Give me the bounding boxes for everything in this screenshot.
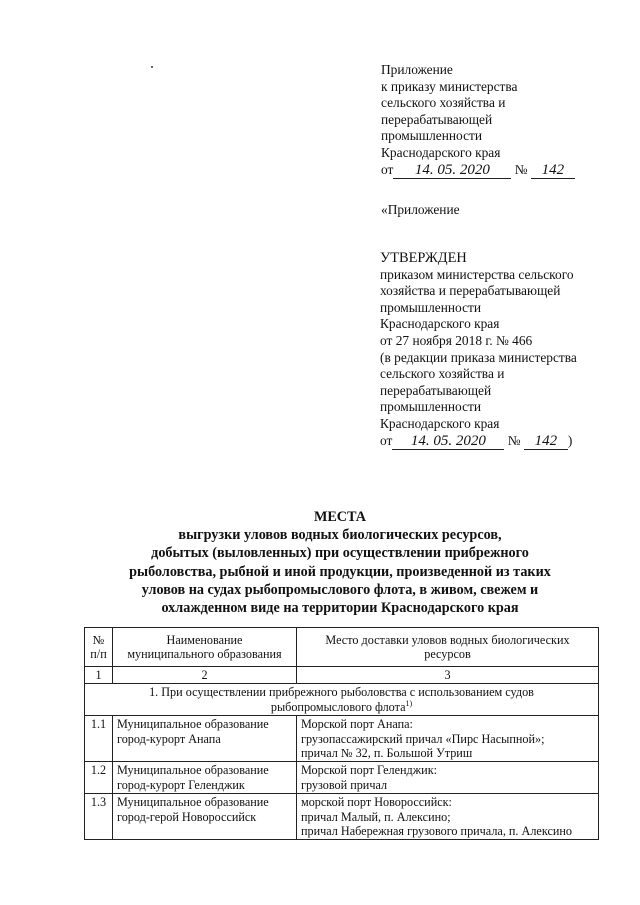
row-place <box>297 716 599 762</box>
row-place-line: причал Малый, п. Алексино; <box>301 809 451 824</box>
section-line <box>89 700 594 714</box>
header-name <box>113 628 297 667</box>
approved-line: сельского хозяйства и <box>380 366 505 382</box>
header-line: Приложение <box>381 62 453 77</box>
header-name-line: Наименование <box>166 632 243 647</box>
handwritten-date: 14. 05. 2020 <box>392 434 504 450</box>
section-line-text: рыбопромыслового флота <box>270 699 406 714</box>
header-num-line: п/п <box>90 647 107 661</box>
date-prefix: от <box>381 161 394 177</box>
title-line: выгрузки уловов водных биологических ресурсов, <box>178 527 502 544</box>
column-number-row <box>85 667 599 684</box>
row-place <box>297 762 599 794</box>
row-place-line: грузопассажирский причал «Пирс Насыпной»; <box>301 731 545 746</box>
row-place-line: грузовой причал <box>301 777 388 792</box>
header-line: перерабатывающей <box>381 111 493 127</box>
header-line: сельского хозяйства и <box>381 95 506 111</box>
approved-line: перерабатывающей <box>380 382 492 398</box>
section-heading <box>85 684 599 716</box>
approved-line: промышленности <box>380 399 482 415</box>
table-row <box>85 794 599 840</box>
approved-line: Краснодарского края <box>380 316 500 332</box>
title-line: МЕСТА <box>313 509 367 525</box>
row-place-line: причал № 32, п. Большой Утриш <box>301 746 473 761</box>
appendix-header <box>381 62 575 179</box>
table-row <box>85 716 599 762</box>
approved-line: от 27 ноября 2018 г. № 466 <box>380 332 533 348</box>
title-line: рыболовства, рыбной и иной продукции, произведенной из таких <box>129 563 551 580</box>
header-name-line: муниципального образования <box>127 647 282 661</box>
header-place-line: Место доставки уловов водных биологических <box>325 632 570 647</box>
section-line: 1. При осуществлении прибрежного рыболовства с использованием судов <box>149 685 534 700</box>
handwritten-number: 142 <box>524 434 568 450</box>
row-name <box>113 716 297 762</box>
header-line: Краснодарского края <box>381 144 501 160</box>
document-title <box>80 508 600 617</box>
header-place-line: ресурсов <box>424 647 471 661</box>
approved-line: промышленности <box>380 299 482 315</box>
title-line: охлажденном виде на территории Краснодарского края <box>161 600 519 617</box>
row-name <box>113 762 297 794</box>
row-place-line: причал Набережная грузового причала, п. Алексино <box>301 824 572 839</box>
handwritten-date: 14. 05. 2020 <box>393 163 511 179</box>
number-sign: № <box>514 161 528 177</box>
scan-speck <box>151 66 153 68</box>
header-line: к приказу министерства <box>381 78 518 94</box>
row-name-line: город-курорт Геленджик <box>117 777 245 792</box>
table-row <box>85 762 599 794</box>
title-line: добытых (выловленных) при осуществлении прибрежного <box>151 545 529 562</box>
row-num: 1.2 <box>85 762 113 794</box>
row-name-line: Муниципальное образование <box>117 763 269 778</box>
header-date-line <box>381 162 575 179</box>
header-num-line: № <box>92 632 105 647</box>
approved-line: (в редакции приказа министерства <box>380 349 577 365</box>
col-number: 1 <box>85 667 113 684</box>
approved-line: хозяйства и перерабатывающей <box>380 283 561 299</box>
row-place-line: Морской порт Анапа: <box>301 717 413 732</box>
header-num <box>85 628 113 667</box>
section-row <box>85 684 599 716</box>
col-number: 2 <box>113 667 297 684</box>
places-table <box>84 627 599 840</box>
row-place-line: морской порт Новороссийск: <box>301 795 452 810</box>
row-name-line: город-курорт Анапа <box>117 731 221 746</box>
row-name-line: Муниципальное образование <box>117 795 269 810</box>
col-number: 3 <box>297 667 599 684</box>
row-name-line: Муниципальное образование <box>117 717 269 732</box>
number-sign: № <box>507 432 521 448</box>
approved-line: Краснодарского края <box>380 415 500 431</box>
approved-date-line <box>380 433 577 450</box>
date-prefix: от <box>380 432 393 448</box>
header-line: промышленности <box>381 128 483 144</box>
approval-block <box>380 250 577 450</box>
row-place <box>297 794 599 840</box>
closing-paren: ) <box>567 432 573 448</box>
appendix-quote <box>381 202 460 219</box>
title-line: уловов на судах рыбопромыслового флота, в живом, свежем и <box>141 581 539 598</box>
quote-line: «Приложение <box>381 202 460 217</box>
footnote-mark: 1) <box>405 698 413 708</box>
row-num: 1.1 <box>85 716 113 762</box>
row-place-line: Морской порт Геленджик: <box>301 763 438 778</box>
row-name <box>113 794 297 840</box>
approved-line: приказом министерства сельского <box>380 266 574 282</box>
approved-heading: УТВЕРЖДЕН <box>380 250 467 266</box>
row-num: 1.3 <box>85 794 113 840</box>
header-place <box>297 628 599 667</box>
table-header-row <box>85 628 599 667</box>
handwritten-number: 142 <box>531 163 575 179</box>
row-name-line: город-герой Новороссийск <box>117 809 257 824</box>
